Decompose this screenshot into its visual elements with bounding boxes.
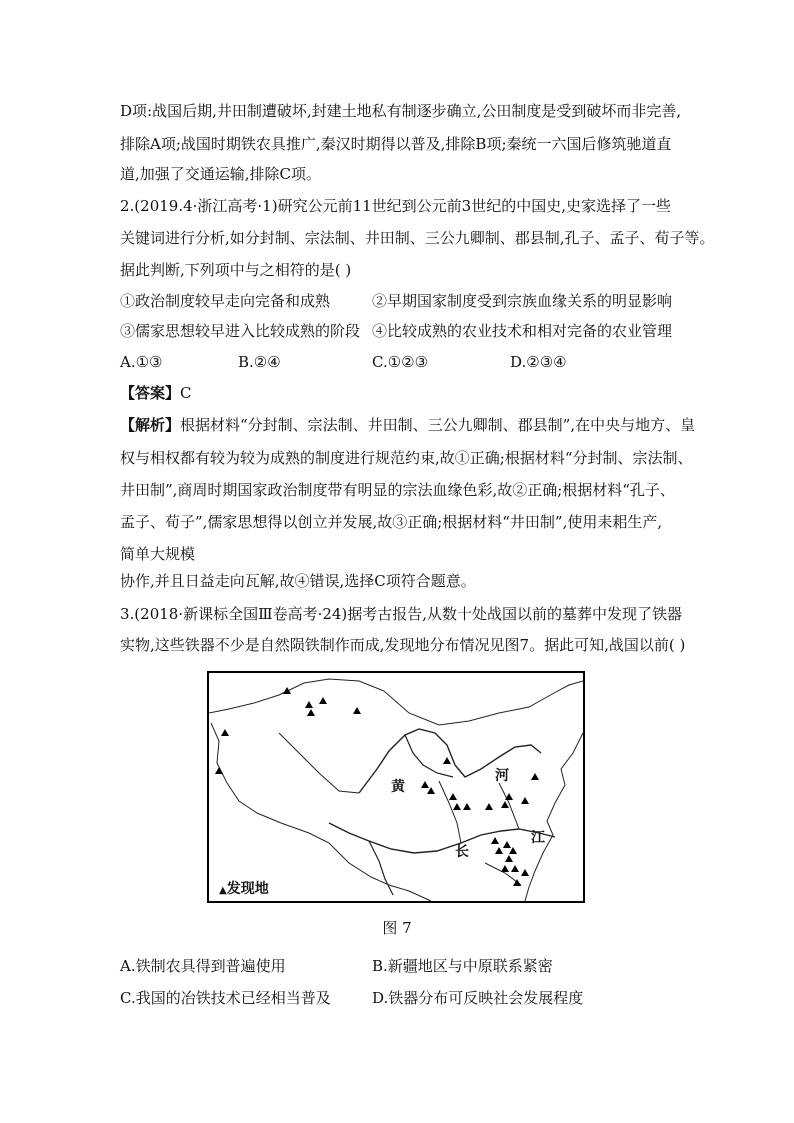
find-site-marker [453,803,461,810]
q3-option-d: D.铁器分布可反映社会发展程度 [372,989,584,1007]
answer-label: 【答案】 [120,384,181,402]
q2-analysis-line-3: 井田制”,商周时期国家政治制度带有明显的宗法血缘色彩,故②正确;根据材料“孔子、 [120,481,675,499]
yangtze-river [329,823,555,853]
find-site-marker [511,865,519,872]
q2-stem-line-1: 2.(2019.4·浙江高考·1)研究公元前11世纪到公元前3世纪的中国史,史家选择了一些 [120,197,671,215]
label-huang: 黄 [391,779,405,795]
find-site-marker [221,729,229,736]
q2-item-1: ①政治制度较早走向完备和成熟 [120,292,331,310]
q2-stem-line-2: 关键词进行分析,如分封制、宗法制、井田制、三公九卿制、郡县制,孔子、孟子、荀子等。 [120,229,715,247]
q3-option-c: C.我国的冶铁技术已经相当普及 [120,989,331,1007]
analysis-label: 【解析】 [120,416,181,434]
find-site-marker [531,773,539,780]
find-site-marker [443,757,451,764]
q2-analysis-line-1 [120,415,695,435]
find-site-marker [521,869,529,876]
q2-option-a: A.①③ [120,353,163,371]
q1-analysis-line-3: 道,加强了交通运输,排除C项。 [120,165,322,183]
iron-finds-map [207,671,585,903]
find-site-marker [215,767,223,774]
q2-item-4: ④比较成熟的农业技术和相对完备的农业管理 [372,322,673,340]
q2-option-b: B.②④ [238,353,281,371]
label-chang: 长 [455,844,469,860]
q2-item-2: ②早期国家制度受到宗族血缘关系的明显影响 [372,292,673,310]
find-site-marker [463,803,471,810]
q3-option-b: B.新疆地区与中原联系紧密 [372,957,553,975]
western-border [211,723,431,901]
q2-analysis-line-4: 孟子、荀子”,儒家思想得以创立并发展,故③正确;根据材料“井田制”,使用耒耜生产, [120,513,663,531]
map-legend [219,878,269,898]
q3-stem-line-1: 3.(2018·新课标全国Ⅲ卷高考·24)据考古报告,从数十处战国以前的墓葬中发现了铁器 [120,605,683,623]
find-site-marker [509,847,517,854]
internal-line-3 [499,783,519,829]
find-site-marker [353,707,361,714]
label-jiang: 江 [531,830,545,846]
q2-answer [120,383,192,403]
q3-stem-line-2: 实物,这些铁器不少是自然陨铁制作而成,发现地分布情况见图7。据此可知,战国以前( ) [120,636,686,654]
internal-line-1 [279,733,359,793]
find-site-marker [495,847,503,854]
q2-stem-line-3: 据此判断,下列项中与之相符的是( ) [120,261,352,279]
eastern-coastline [525,733,583,901]
find-site-marker [319,697,327,704]
yellow-river [359,729,541,793]
q2-analysis-line-5: 简单大规模 [120,545,196,563]
find-site-marker [305,701,313,708]
q2-analysis-line-6: 协作,并且日益走向瓦解,故④错误,选择C项符合题意。 [120,572,476,590]
find-site-marker [307,709,315,716]
q2-analysis-line-2: 权与相权都有较为较为成熟的制度进行规范约束,故①正确;根据材料“分封制、宗法制、 [120,449,693,467]
find-site-marker [501,865,509,872]
q2-item-3: ③儒家思想较早进入比较成熟的阶段 [120,322,361,340]
find-site-marker [449,793,457,800]
find-site-marker [505,855,513,862]
legend-text: 发现地 [226,881,269,897]
answer-value: C [180,384,192,402]
analysis-text-1: 根据材料“分封制、宗法制、井田制、三公九卿制、郡县制”,在中央与地方、皇 [180,416,696,434]
q2-option-d: D.②③④ [510,353,567,371]
figure-caption: 图 7 [382,919,412,937]
yellow-river-loop [405,735,453,777]
find-site-marker [485,803,493,810]
internal-line-2 [439,781,461,843]
q1-analysis-line-1: D项:战国后期,井田制遭破坏,封建土地私有制逐步确立,公田制度是受到破坏而非完善, [120,102,682,120]
find-site-marker [501,801,509,808]
northern-border [209,679,583,725]
label-he: 河 [495,768,509,784]
q3-option-a: A.铁制农具得到普遍使用 [120,957,286,975]
find-site-marker [421,781,429,788]
find-site-marker [427,787,435,794]
find-site-marker [491,837,499,844]
q1-analysis-line-2: 排除A项;战国时期铁农具推广,秦汉时期得以普及,排除B项;秦统一六国后修筑驰道直 [120,135,672,153]
find-site-marker [283,687,291,694]
find-site-marker [503,841,511,848]
q2-option-c: C.①②③ [372,353,429,371]
triangle-icon: ▲ [219,885,227,896]
find-site-marker [521,797,529,804]
